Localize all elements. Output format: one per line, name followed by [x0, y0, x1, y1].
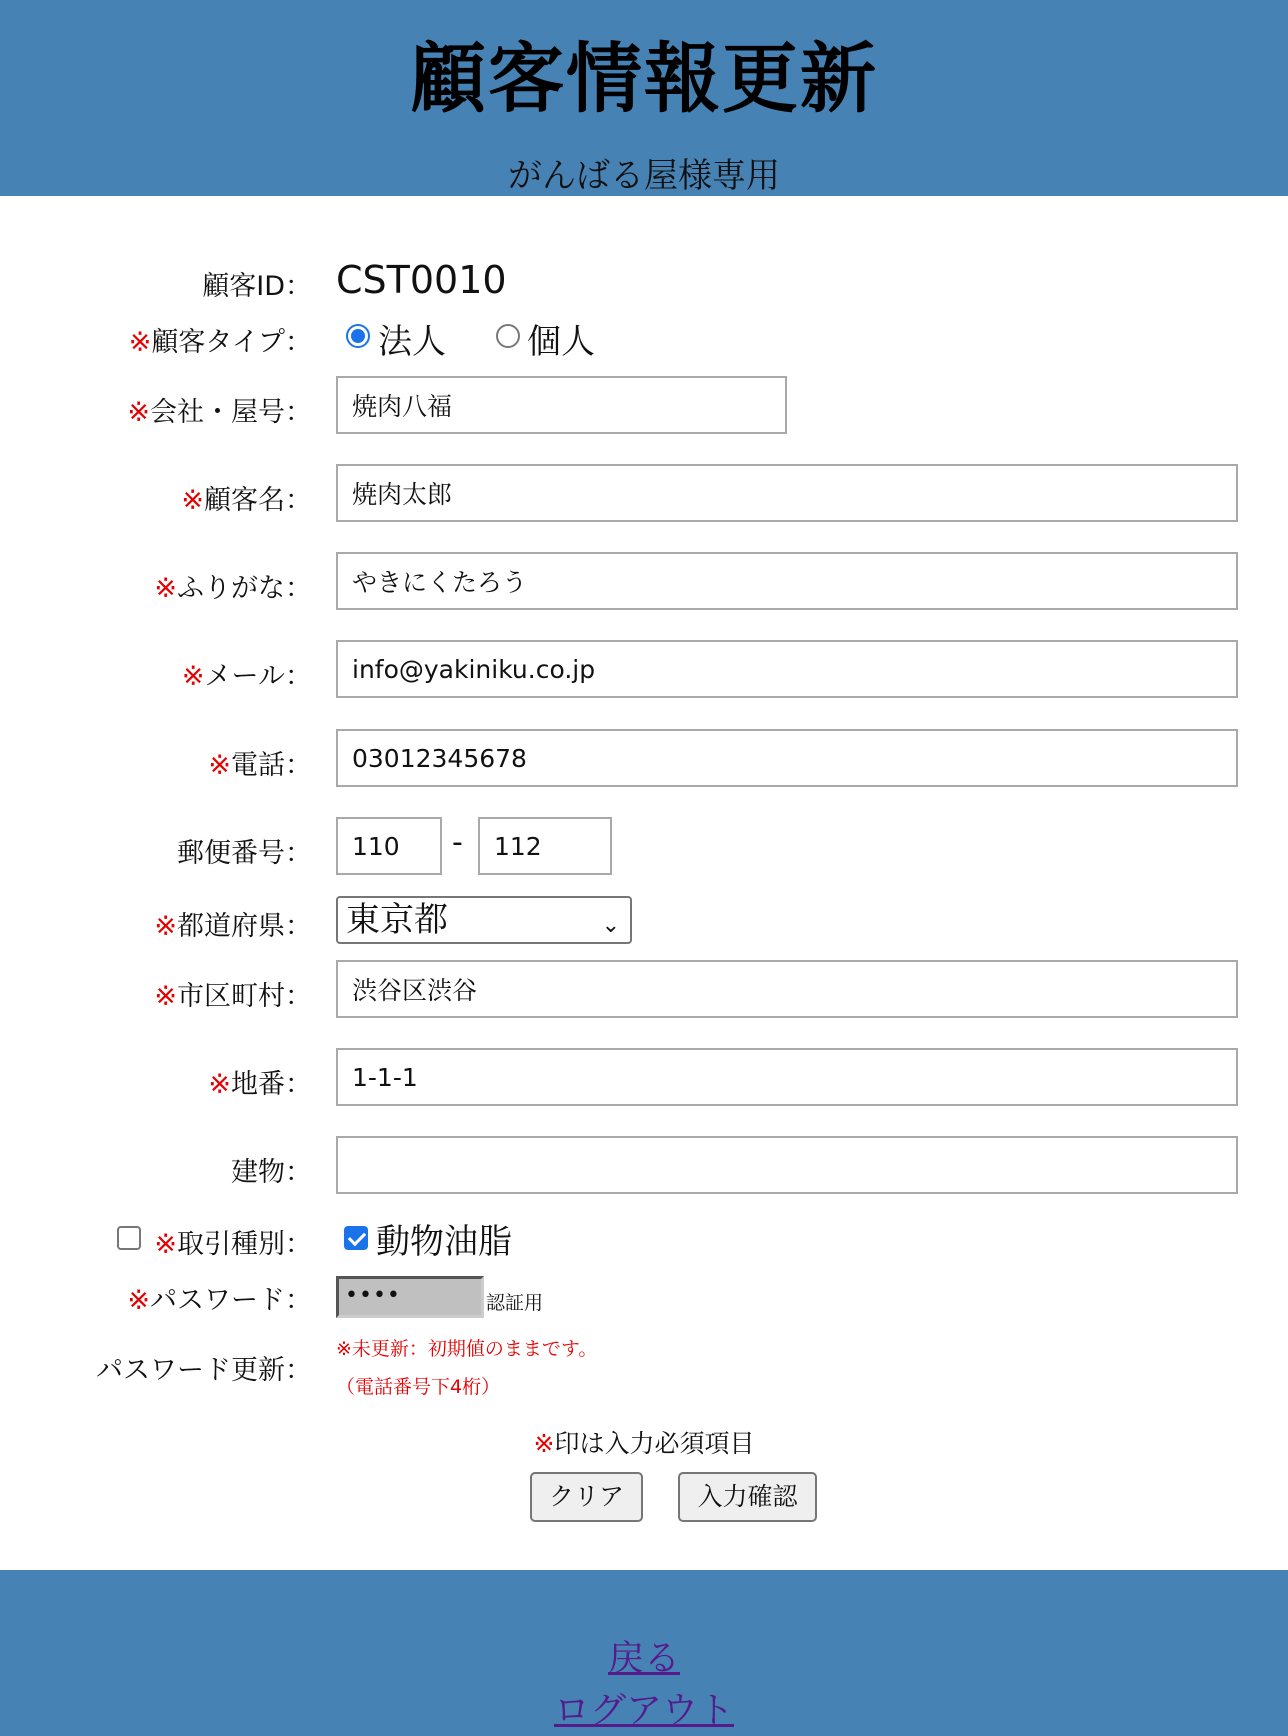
customer-type-label: ※顧客タイプ：	[128, 327, 312, 358]
customer-id-label: 顧客ID：	[202, 271, 312, 302]
company-label: ※会社・屋号：	[127, 397, 312, 428]
required-mark: ※	[154, 1229, 177, 1260]
page-title: 顧客情報更新	[410, 34, 878, 123]
customer-type-row	[0, 314, 1288, 364]
required-mark: ※	[128, 327, 152, 358]
phone-input[interactable]	[336, 729, 1238, 787]
postal-second-input[interactable]	[478, 817, 612, 875]
building-input[interactable]	[336, 1136, 1238, 1194]
password-update-label: パスワード更新：	[96, 1355, 312, 1386]
postal-separator: -	[452, 825, 463, 860]
clear-button[interactable]: クリア	[530, 1472, 643, 1522]
transaction-type-row-checkbox[interactable]	[117, 1226, 141, 1250]
customer-name-input[interactable]	[336, 464, 1238, 522]
address-input[interactable]	[336, 1048, 1238, 1106]
password-warning-line2: （電話番号下4桁）	[336, 1376, 501, 1398]
required-mark: ※	[181, 485, 204, 516]
furigana-input[interactable]	[336, 552, 1238, 610]
email-row	[0, 640, 1288, 700]
city-input[interactable]	[336, 960, 1238, 1018]
address-label: ※地番：	[208, 1069, 312, 1100]
password-row	[0, 1276, 1288, 1320]
customer-type-individual-label: 個人	[527, 322, 595, 362]
password-input[interactable]: ••••	[336, 1276, 484, 1318]
required-mark: ※	[154, 573, 177, 604]
required-mark: ※	[533, 1429, 555, 1458]
prefecture-label: ※都道府県：	[154, 911, 312, 942]
furigana-label: ※ふりがな：	[154, 573, 312, 604]
building-label: 建物：	[231, 1157, 312, 1188]
customer-name-row	[0, 464, 1288, 524]
building-row	[0, 1136, 1288, 1196]
postal-row	[0, 817, 1288, 877]
required-mark: ※	[154, 981, 177, 1012]
page-header	[0, 0, 1288, 196]
required-mark: ※	[208, 1069, 231, 1100]
phone-label: ※電話：	[208, 750, 312, 781]
email-label: ※メール：	[181, 661, 312, 692]
company-input[interactable]	[336, 376, 787, 434]
furigana-row	[0, 552, 1288, 612]
customer-id-row	[0, 258, 1288, 308]
confirm-button[interactable]: 入力確認	[678, 1472, 817, 1522]
transaction-type-option-label: 動物油脂	[376, 1222, 512, 1262]
phone-row	[0, 729, 1288, 789]
page-footer	[0, 1570, 1288, 1736]
postal-first-input[interactable]	[336, 817, 442, 875]
transaction-type-option-checkbox[interactable]	[344, 1226, 368, 1250]
postal-label: 郵便番号：	[177, 838, 312, 869]
required-mark: ※	[208, 750, 231, 781]
password-warning-line1: ※未更新：初期値のままです。	[336, 1338, 598, 1360]
required-mark: ※	[127, 397, 150, 428]
password-update-row	[0, 1334, 1288, 1406]
customer-name-label: ※顧客名：	[181, 485, 312, 516]
logout-link[interactable]: ログアウト	[553, 1690, 734, 1731]
city-row	[0, 960, 1288, 1020]
customer-id-value: CST0010	[336, 258, 507, 302]
required-note-text: 印は入力必須項目	[554, 1429, 755, 1458]
customer-type-corporate-radio[interactable]	[346, 324, 370, 348]
chevron-down-icon: ⌄	[601, 913, 620, 938]
customer-type-individual-radio[interactable]	[496, 324, 520, 348]
required-mark: ※	[154, 911, 177, 942]
transaction-type-row	[0, 1214, 1288, 1264]
address-row	[0, 1048, 1288, 1108]
email-input[interactable]	[336, 640, 1238, 698]
prefecture-row	[0, 896, 1288, 946]
required-mark: ※	[127, 1285, 150, 1316]
required-mark: ※	[181, 661, 205, 692]
required-note	[0, 1424, 1288, 1458]
transaction-type-label: ※取引種別：	[154, 1229, 312, 1260]
page-subtitle: がんばる屋様専用	[508, 156, 780, 196]
password-note: 認証用	[486, 1292, 544, 1314]
customer-type-corporate-label: 法人	[378, 322, 446, 362]
city-label: ※市区町村：	[154, 981, 312, 1012]
prefecture-select[interactable]	[336, 896, 632, 944]
company-row	[0, 376, 1288, 436]
prefecture-selected-value: 東京都	[346, 900, 448, 940]
password-label: ※パスワード：	[127, 1285, 312, 1316]
back-link[interactable]: 戻る	[607, 1638, 680, 1679]
